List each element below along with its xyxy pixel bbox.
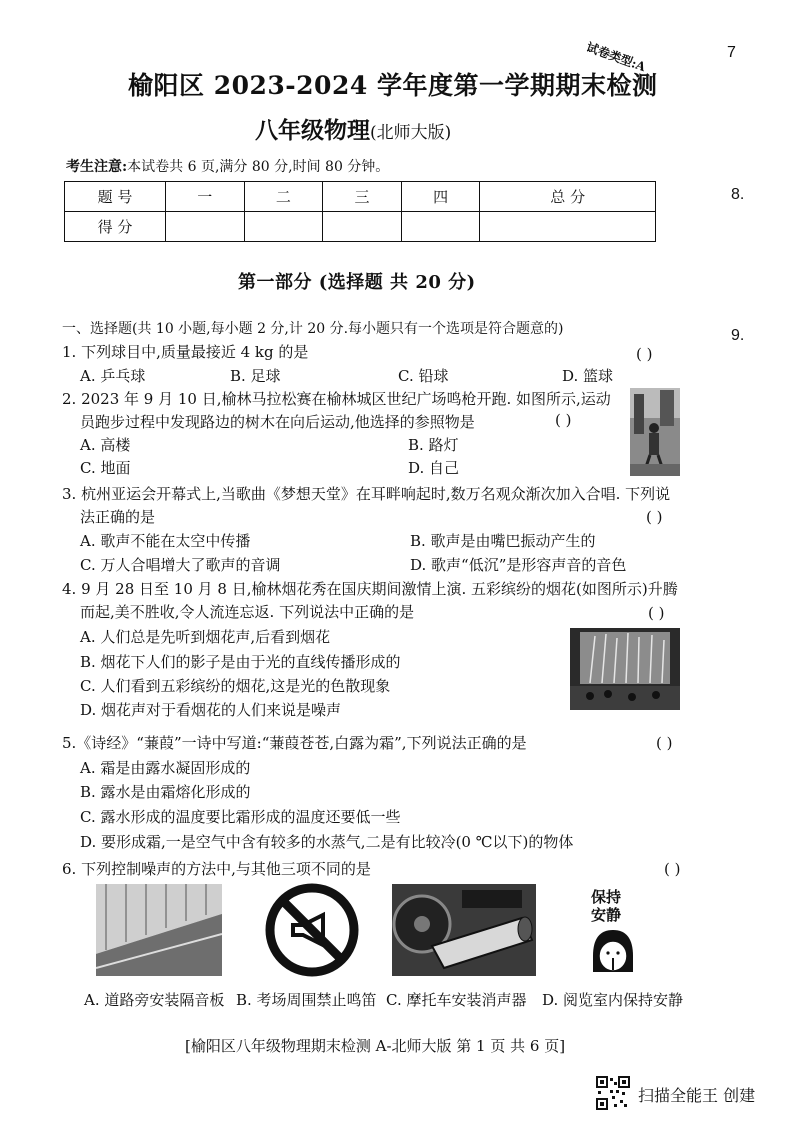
edition-label: (北师大版)	[370, 123, 452, 143]
option-b: B. 露水是由霜熔化形成的	[80, 783, 251, 801]
exam-title: 榆阳区 2023-2024 学年度第一学期期末检测	[128, 71, 658, 100]
score-table	[64, 181, 656, 242]
question-3-stem: 3. 杭州亚运会开幕式上,当歌曲《梦想天堂》在耳畔响起时,数万名观众渐次加入合唱. 下列说	[62, 485, 671, 503]
marathon-runner-photo	[630, 388, 680, 476]
paper-type-label: 试卷类型:A	[584, 39, 648, 75]
answer-paren[interactable]: ( )	[664, 860, 681, 878]
option-b: B. 烟花下人们的影子是由于光的直线传播形成的	[80, 653, 401, 671]
option-d: D. 要形成霜,一是空气中含有较多的水蒸气,二是有比较冷(0 ℃以下)的物体	[80, 833, 574, 851]
margin-number: 9.	[731, 327, 745, 344]
part-title: 第一部分 (选择题 共 20 分)	[238, 272, 476, 293]
sound-barrier-photo-drawing	[96, 884, 222, 976]
question-4-stem: 4. 9 月 28 日至 10 月 8 日,榆林烟花秀在国庆期间激情上演. 五彩缤纷的烟花(如图所示)升腾	[62, 580, 678, 598]
option-a: A. 歌声不能在太空中传播	[80, 532, 251, 550]
score-table-header-row	[65, 182, 656, 212]
score-cell: 总 分	[480, 182, 656, 212]
score-input-cell[interactable]	[166, 212, 245, 242]
option-c: C. 地面	[80, 459, 131, 477]
motorcycle-muffler-photo-drawing	[392, 884, 536, 976]
score-table-score-row	[65, 212, 656, 242]
caption-b: B. 考场周围禁止鸣笛	[236, 991, 377, 1009]
margin-number: 8.	[731, 186, 745, 203]
quiet-girl-icon	[585, 926, 641, 976]
question-2-stem-cont: 员跑步过程中发现路边的树木在向后运动,他选择的参照物是	[80, 413, 475, 431]
option-c: C. 露水形成的温度要比霜形成的温度还要低一些	[80, 808, 401, 826]
option-c: C. 铅球	[398, 367, 449, 385]
sound-barrier-photo	[96, 884, 222, 976]
option-d: D. 自己	[408, 459, 460, 477]
option-d: D. 歌声“低沉”是形容声音的音色	[410, 556, 627, 574]
score-cell: 一	[166, 182, 245, 212]
page-footer: [榆阳区八年级物理期末检测 A-北师大版 第 1 页 共 6 页]	[185, 1037, 566, 1055]
sign-text-line1: 保持	[591, 888, 622, 906]
sign-text-line2: 安静	[591, 906, 622, 924]
question-2-stem: 2. 2023 年 9 月 10 日,榆林马拉松赛在榆林城区世纪广场鸣枪开跑. 如图所示,运动	[62, 390, 611, 408]
answer-paren[interactable]: ( )	[648, 604, 665, 622]
score-input-cell[interactable]	[323, 212, 402, 242]
caption-c: C. 摩托车安装消声器	[386, 991, 527, 1009]
marathon-runner-photo-drawing	[630, 388, 680, 476]
exam-subtitle	[255, 112, 451, 145]
score-cell: 得 分	[65, 212, 166, 242]
answer-paren[interactable]: ( )	[636, 345, 653, 363]
option-a: A. 霜是由露水凝固形成的	[80, 759, 251, 777]
score-input-cell[interactable]	[244, 212, 323, 242]
option-a: A. 乒乓球	[80, 367, 146, 385]
score-input-cell[interactable]	[401, 212, 480, 242]
score-cell: 三	[323, 182, 402, 212]
option-b: B. 足球	[230, 367, 281, 385]
score-cell: 四	[401, 182, 480, 212]
question-1-stem: 1. 下列球目中,质量最接近 4 kg 的是	[62, 343, 309, 361]
question-5-stem: 5.《诗经》“蒹葭”一诗中写道:“蒹葭苍苍,白露为霜”,下列说法正确的是	[62, 734, 527, 752]
no-horn-sign-icon	[265, 883, 359, 977]
option-d: D. 烟花声对于看烟花的人们来说是噪声	[80, 701, 342, 719]
qr-code-icon	[596, 1076, 630, 1110]
option-c: C. 万人合唱增大了歌声的音调	[80, 556, 281, 574]
caption-d: D. 阅览室内保持安静	[542, 991, 684, 1009]
notice-text: 本试卷共 6 页,满分 80 分,时间 80 分钟。	[127, 159, 390, 175]
motorcycle-muffler-photo	[392, 884, 536, 976]
answer-paren[interactable]: ( )	[646, 508, 663, 526]
score-cell: 题 号	[65, 182, 166, 212]
answer-paren[interactable]: ( )	[555, 411, 572, 429]
answer-paren[interactable]: ( )	[656, 734, 673, 752]
score-cell: 二	[244, 182, 323, 212]
question-3-stem-cont: 法正确的是	[80, 508, 156, 526]
notice-label: 考生注意:	[66, 159, 128, 175]
option-b: B. 歌声是由嘴巴振动产生的	[410, 532, 596, 550]
fireworks-photo-drawing	[570, 628, 680, 710]
keep-quiet-sign	[575, 884, 651, 976]
option-c: C. 人们看到五彩缤纷的烟花,这是光的色散现象	[80, 677, 391, 695]
caption-a: A. 道路旁安装隔音板	[84, 991, 225, 1009]
question-6-stem: 6. 下列控制噪声的方法中,与其他三项不同的是	[62, 860, 371, 878]
section-intro: 一、选择题(共 10 小题,每小题 2 分,计 20 分.每小题只有一个选项是符合题意的)	[62, 321, 564, 337]
option-a: A. 人们总是先听到烟花声,后看到烟花	[80, 628, 331, 646]
subject-name: 八年级物理	[255, 117, 370, 144]
option-d: D. 篮球	[562, 367, 614, 385]
option-a: A. 高楼	[80, 436, 131, 454]
exam-notice	[66, 156, 389, 176]
fireworks-photo	[570, 628, 680, 710]
question-4-stem-cont: 而起,美不胜收,令人流连忘返. 下列说法中正确的是	[80, 603, 415, 621]
scanner-watermark: 扫描全能王 创建	[638, 1086, 756, 1105]
margin-number: 7	[727, 44, 736, 61]
option-b: B. 路灯	[408, 436, 459, 454]
score-input-cell[interactable]	[480, 212, 656, 242]
